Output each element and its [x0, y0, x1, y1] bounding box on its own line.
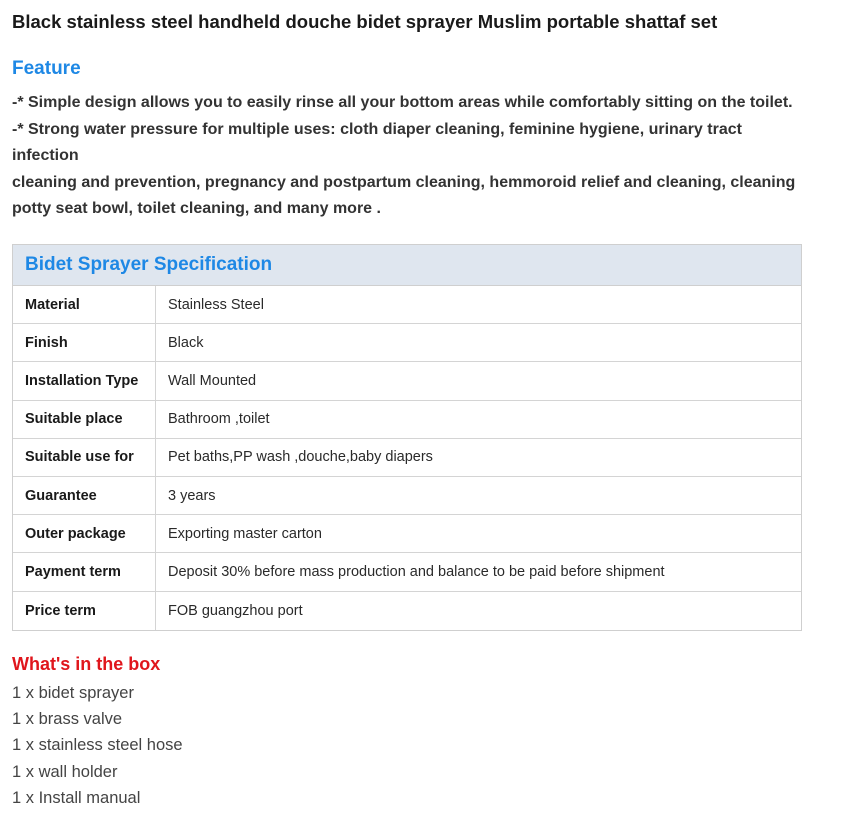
spec-key-suitable-use: Suitable use for [13, 439, 156, 476]
spec-key-finish: Finish [13, 324, 156, 361]
feature-line: cleaning and prevention, pregnancy and postpartum cleaning, hemmoroid relief and cleaning, cleaning [12, 173, 796, 191]
feature-line: -* Simple design allows you to easily rinse all your bottom areas while comfortably sitting on the toilet. [12, 94, 793, 111]
spec-value-suitable-place: Bathroom ,toilet [168, 411, 270, 428]
spec-value-material: Stainless Steel [168, 296, 264, 313]
spec-key-outer-package: Outer package [13, 515, 156, 552]
spec-key-payment-term: Payment term [13, 553, 156, 590]
table-row [13, 401, 801, 439]
list-item: 1 x stainless steel hose [12, 736, 183, 755]
list-item: 1 x wall holder [12, 762, 118, 781]
table-row [13, 592, 801, 630]
spec-value-suitable-use: Pet baths,PP wash ,douche,baby diapers [168, 449, 433, 466]
specification-heading: Bidet Sprayer Specification [25, 254, 273, 275]
spec-key-price-term: Price term [13, 592, 156, 630]
table-row [13, 286, 801, 324]
spec-value-outer-package: Exporting master carton [168, 525, 322, 542]
spec-key-guarantee: Guarantee [13, 477, 156, 514]
spec-key-suitable-place: Suitable place [13, 401, 156, 438]
product-title: Black stainless steel handheld douche bidet sprayer Muslim portable shattaf set [12, 11, 718, 32]
table-row [13, 553, 801, 591]
specification-table-header [13, 245, 801, 286]
table-row [13, 477, 801, 515]
list-item: 1 x Install manual [12, 788, 141, 807]
table-row [13, 515, 801, 553]
table-row [13, 362, 801, 400]
feature-heading: Feature [12, 58, 81, 79]
box-contents-list [12, 680, 183, 811]
spec-value-payment-term: Deposit 30% before mass production and balance to be paid before shipment [168, 563, 665, 580]
spec-key-installation-type: Installation Type [13, 362, 156, 399]
spec-key-material: Material [13, 286, 156, 323]
whats-in-the-box-heading: What's in the box [12, 654, 161, 674]
specification-table [12, 244, 802, 631]
list-item: 1 x brass valve [12, 710, 123, 729]
feature-line: potty seat bowl, toilet cleaning, and many more . [12, 200, 381, 218]
spec-value-installation-type: Wall Mounted [168, 372, 257, 389]
table-row [13, 324, 801, 362]
feature-line: -* Strong water pressure for multiple uses: cloth diaper cleaning, feminine hygiene, urinary tract [12, 120, 742, 138]
feature-line: infection [12, 147, 79, 165]
table-row [13, 439, 801, 477]
spec-value-finish: Black [168, 334, 204, 351]
spec-value-price-term: FOB guangzhou port [168, 602, 303, 619]
feature-text [12, 90, 827, 223]
list-item: 1 x bidet sprayer [12, 684, 134, 702]
spec-value-guarantee: 3 years [168, 487, 216, 504]
